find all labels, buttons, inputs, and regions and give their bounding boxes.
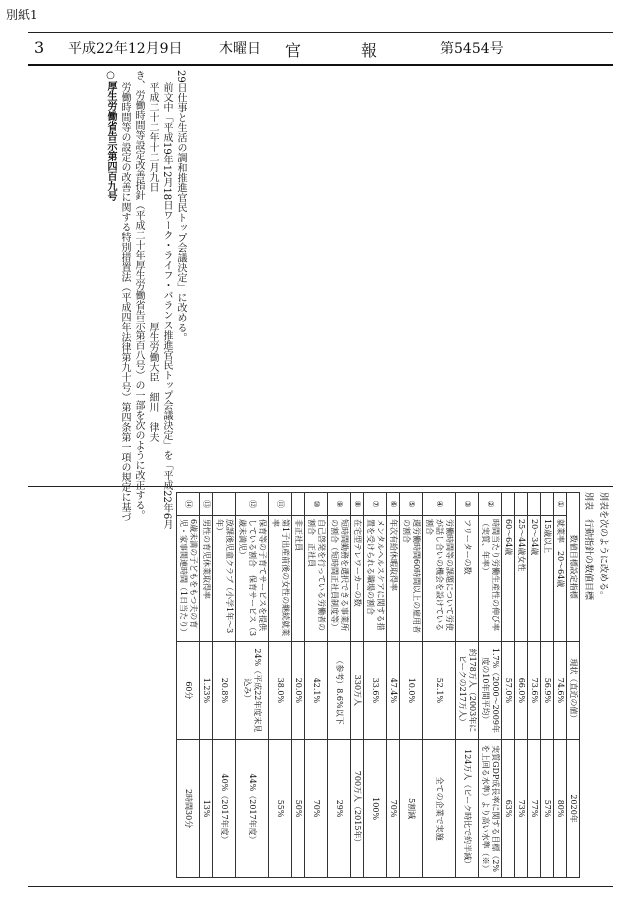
row-current-value: 24%（平成22年度末見込み）	[236, 641, 269, 740]
table-row	[423, 493, 456, 878]
row-current-value: 57.0%	[502, 641, 515, 740]
row-current-value: 73.6%	[528, 641, 541, 740]
row-indicator: 時間当たり労働生産性の伸び率（実質、年率）	[479, 516, 502, 642]
weekday: 木曜日	[219, 41, 261, 57]
table-block	[30, 488, 610, 884]
row-number: ⑭	[177, 493, 200, 516]
row-indicator: 放課後児童クラブ（小学1年～3年）	[213, 516, 236, 642]
table-row	[305, 493, 328, 878]
row-indicator: 男性の育児休業取得率	[200, 516, 213, 642]
row-current-value: 56.9%	[541, 641, 554, 740]
row-target-value: 2時間30分	[177, 740, 200, 878]
row-target-value: 44%（2017年度）	[236, 740, 269, 878]
notice-line: き、労働時間等設定改善指針（平成二十年厚生労働省告示第百八号）の一部を次のように改正する。	[133, 70, 144, 520]
row-target-value: 100%	[364, 740, 387, 878]
row-indicator: 25～44歳女性	[515, 516, 528, 642]
row-number	[292, 493, 305, 516]
row-indicator: 6歳未満の子どもをもつ夫の育児・家事関連時間（1日当たり）	[177, 516, 200, 642]
row-indicator: 在宅型テレワーカーの数	[351, 516, 364, 642]
row-target-value: 40%（2017年度）	[213, 740, 236, 878]
row-number: ⑪	[269, 493, 292, 516]
table-row	[515, 493, 528, 878]
table-row	[528, 493, 541, 878]
table-intro: 別表を次のように改める。	[598, 492, 608, 601]
row-indicator: 労働時間等の課題について労使が話し合いの機会を設けている割合	[423, 516, 456, 642]
table-row	[213, 493, 236, 878]
row-number: ⑨	[328, 493, 351, 516]
table-row	[364, 493, 387, 878]
table-row	[269, 493, 292, 878]
gazette-title: 官 報	[285, 41, 400, 60]
table-row	[351, 493, 364, 878]
row-target-value: 13%	[200, 740, 213, 878]
row-number: ④	[423, 493, 456, 516]
row-target-value: 5割減	[400, 740, 423, 878]
row-number: ⑩	[305, 493, 328, 516]
row-current-value: 74.6%	[554, 641, 567, 740]
issue-date: 平成22年12月9日	[68, 41, 183, 57]
row-current-value: 33.6%	[364, 641, 387, 740]
row-number	[502, 493, 515, 516]
row-indicator: 第1子出産前後の女性の継続就業率	[269, 516, 292, 642]
row-current-value: 20.0%	[292, 641, 305, 740]
notice-line: 前文中「平成19年12月18日ワーク・ライフ・バランス推進官民トップ会議決定」を「平成22年6月	[161, 82, 172, 530]
row-current-value: 1.23%	[200, 641, 213, 740]
row-indicator: 自己啓発を行っている労働者の割合 正社員	[305, 516, 328, 642]
row-indicator: 週労働時間60時間以上の雇用者の割合	[400, 516, 423, 642]
row-indicator: フリーターの数	[456, 516, 479, 642]
row-target-value: 124万人（ピーク時比で約半減）	[456, 740, 479, 878]
row-target-value: 29%	[328, 740, 351, 878]
section-divider	[28, 486, 613, 487]
row-number: ③	[456, 493, 479, 516]
row-current-value: （参考）8.6%以下	[328, 641, 351, 740]
row-current-value: 約178万人（2003年にピークの217万人）	[456, 641, 479, 740]
header-current: 現状（直近の値）	[567, 641, 580, 740]
table-row	[456, 493, 479, 878]
row-current-value: 1.7%（2000～2009年度の10年間平均）	[479, 641, 502, 740]
row-target-value: 80%	[554, 740, 567, 878]
table-row	[541, 493, 554, 878]
row-current-value: 52.1%	[423, 641, 456, 740]
header-rule-top	[28, 32, 613, 33]
row-target-value: 50%	[292, 740, 305, 878]
table-row	[177, 493, 200, 878]
row-indicator: 保育等の子育てサービスを提供している割合 保育サービス（3歳未満児）	[236, 516, 269, 642]
row-current-value: 10.0%	[400, 641, 423, 740]
row-number: ①	[554, 493, 567, 516]
row-number: ⑥	[387, 493, 400, 516]
row-indicator: メンタルヘルスケアに関する措置を受けられる職場の割合	[364, 516, 387, 642]
row-indicator: 就業率 20～64歳	[554, 516, 567, 642]
header-target: 2020年	[567, 740, 580, 878]
row-current-value: 330万人	[351, 641, 364, 740]
table-row	[387, 493, 400, 878]
row-target-value: 73%	[515, 740, 528, 878]
table-row	[502, 493, 515, 878]
row-target-value: 55%	[269, 740, 292, 878]
row-number: ⑦	[364, 493, 387, 516]
notice-line: 平成二十二年十二月九日 厚生労働大臣 細川 律夫	[147, 82, 158, 442]
row-current-value: 66.0%	[515, 641, 528, 740]
bottom-rule	[28, 886, 613, 887]
table-row	[328, 493, 351, 878]
row-indicator: 20～34歳	[528, 516, 541, 642]
row-current-value: 20.8%	[213, 641, 236, 740]
row-indicator: 年次有給休暇取得率	[387, 516, 400, 642]
row-target-value: 70%	[387, 740, 400, 878]
row-current-value: 38.0%	[269, 641, 292, 740]
row-indicator: 短時間勤務を選択できる事業所の割合（短時間正社員制度等）	[328, 516, 351, 642]
row-indicator: 非正社員	[292, 516, 305, 642]
notice-line: 29日仕事と生活の調和推進官民トップ会議決定」に改める。	[175, 70, 186, 343]
row-number: ⑬	[200, 493, 213, 516]
row-number: ⑫	[236, 493, 269, 516]
row-number	[528, 493, 541, 516]
issue-number: 第5454号	[440, 41, 504, 57]
row-number: ⑧	[351, 493, 364, 516]
table-row	[200, 493, 213, 878]
header-rule-bottom	[28, 64, 613, 66]
notice-title: ○厚生労働省告示第四百九号	[105, 70, 116, 201]
row-current-value: 47.4%	[387, 641, 400, 740]
numeric-targets-table	[176, 492, 580, 878]
row-target-value: 77%	[528, 740, 541, 878]
header-indicator: 数値目標設定指標	[567, 493, 580, 642]
row-number	[541, 493, 554, 516]
row-number	[213, 493, 236, 516]
table-row	[236, 493, 269, 878]
row-target-value: 全ての企業で実施	[423, 740, 456, 878]
row-target-value: 700万人（2015年）	[351, 740, 364, 878]
attachment-label: 別紙1	[6, 8, 38, 22]
row-current-value: 42.1%	[305, 641, 328, 740]
row-indicator: 15歳以上	[541, 516, 554, 642]
table-row	[479, 493, 502, 878]
row-number	[515, 493, 528, 516]
rotated-table-area	[30, 488, 610, 884]
row-target-value: 57%	[541, 740, 554, 878]
row-current-value: 60分	[177, 641, 200, 740]
row-target-value: 70%	[305, 740, 328, 878]
row-number: ⑤	[400, 493, 423, 516]
table-row	[292, 493, 305, 878]
table-caption: 別表 行動指針の数値目標	[583, 492, 593, 601]
notice-line: 労働時間等の設定の改善に関する特別措置法（平成四年法律第九十号）第四条第一項の規定に基づ	[119, 82, 130, 522]
table-header-row	[567, 493, 580, 878]
row-indicator: 60～64歳	[502, 516, 515, 642]
table-row	[400, 493, 423, 878]
row-target-value: 63%	[502, 740, 515, 878]
table-row	[554, 493, 567, 878]
row-target-value: 実質GDP成長率に関する目標（2%を上回る水準）より高い水準（※）	[479, 740, 502, 878]
row-number: ②	[479, 493, 502, 516]
page-number: 3	[34, 38, 45, 57]
